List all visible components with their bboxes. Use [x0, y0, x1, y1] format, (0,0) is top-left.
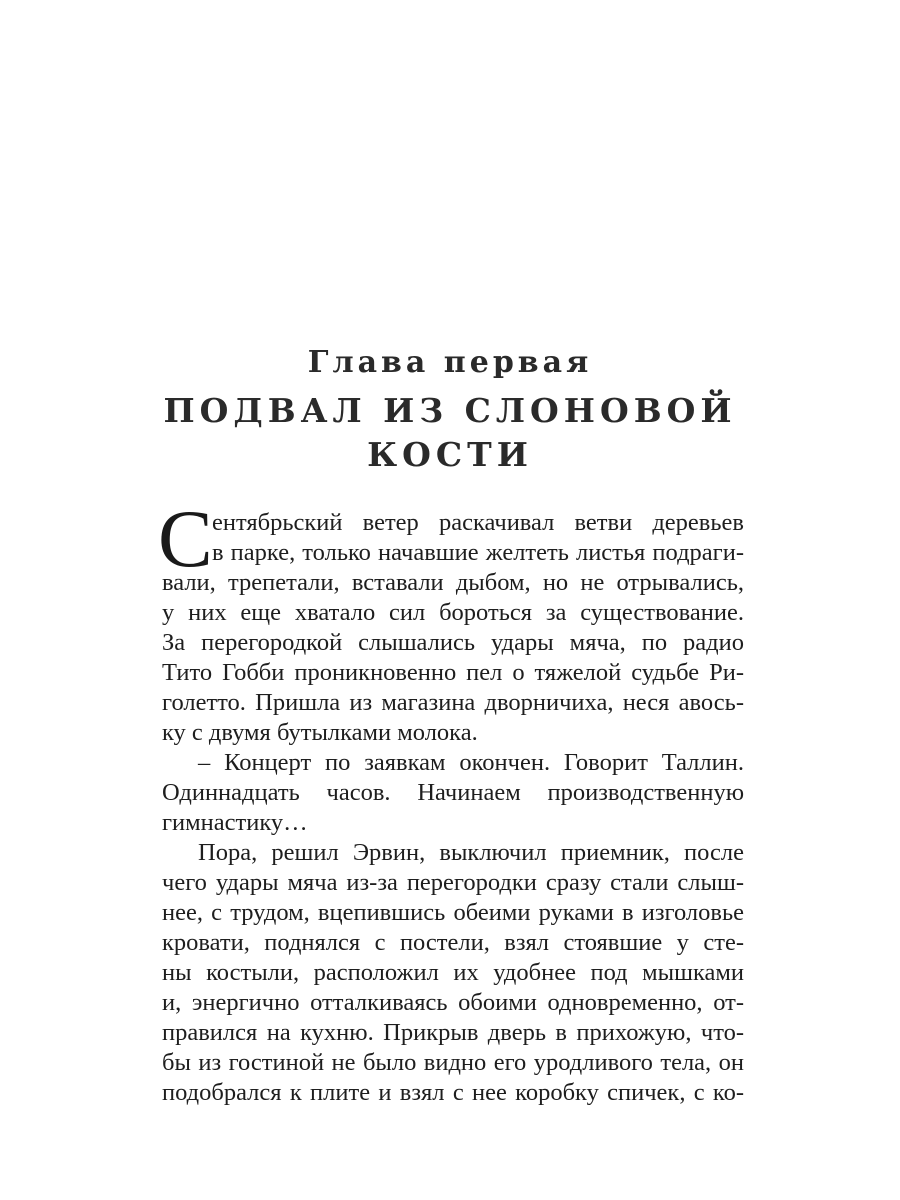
drop-cap: С — [158, 493, 213, 584]
text-line: ку с двумя бутылками молока. — [162, 719, 478, 746]
text-line: Пора, решил Эрвин, выключил приемник, после — [198, 839, 744, 866]
text-line: гимнастику… — [162, 809, 308, 836]
chapter-label: Глава первая — [307, 345, 593, 380]
text-line: За перегородкой слышались удары мяча, по радио — [162, 629, 744, 656]
text-line: голетто. Пришла из магазина дворничиха, неся авось- — [162, 689, 744, 716]
text-line: бы из гостиной не было видно его уродливого тела, он — [162, 1049, 744, 1076]
text-line: Тито Гобби проникновенно пел о тяжелой судьбе Ри- — [162, 659, 744, 686]
text-line: правился на кухню. Прикрыв дверь в прихожую, что- — [162, 1019, 744, 1046]
chapter-title-line-2: КОСТИ — [367, 435, 533, 474]
text-line: нее, с трудом, вцепившись обеими руками в изголовье — [162, 899, 744, 926]
paragraph-3 — [162, 838, 744, 1108]
text-line: в парке, только начавшие желтеть листья подраги- — [212, 539, 744, 566]
text-line: ны костыли, расположил их удобнее под мышками — [162, 959, 744, 986]
text-line: кровати, поднялся с постели, взял стоявшие у сте- — [162, 929, 744, 956]
text-line: подобрался к плите и взял с нее коробку спичек, с ко- — [162, 1079, 744, 1106]
text-line: и, энергично отталкиваясь обоими одновременно, от- — [162, 989, 744, 1016]
text-line: у них еще хватало сил бороться за существование. — [162, 599, 744, 626]
chapter-title-line-1: ПОДВАЛ ИЗ СЛОНОВОЙ — [163, 391, 737, 430]
text-line: Одиннадцать часов. Начинаем производственную — [162, 779, 744, 806]
text-line: вали, трепетали, вставали дыбом, но не отрывались, — [162, 569, 744, 596]
paragraph-1 — [158, 493, 744, 748]
chapter-body — [158, 493, 744, 1108]
text-line: чего удары мяча из-за перегородки сразу стали слыш- — [162, 869, 744, 896]
text-line: – Концерт по заявкам окончен. Говорит Таллин. — [198, 749, 744, 776]
text-line: ентябрьский ветер раскачивал ветви деревьев — [212, 509, 744, 536]
paragraph-2 — [162, 748, 744, 838]
